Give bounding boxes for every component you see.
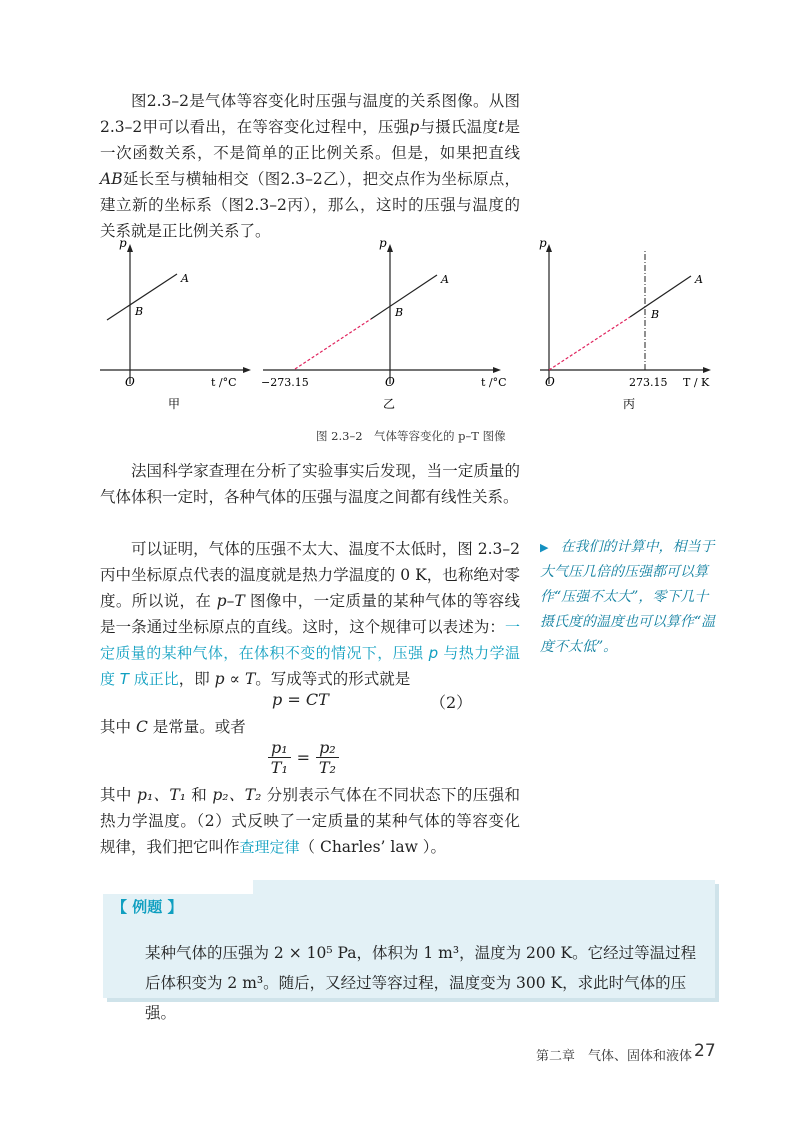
law-text-2: 与热力学温度 [100,644,520,688]
law-para-text-b: 和 [185,786,213,804]
intro-text-a: 图2.3–2是气体等容变化时压强与温度的关系图像。从图2.3–2甲可以看出，在等容变化过程中，压强 [100,92,520,136]
const-text-a: 其中 [100,718,136,736]
proof-text-b: 图像中，一定质量的某种气体的等容线是一条通过坐标原点的直线。这时，这个规律可以表述为： [100,592,520,636]
jia-origin: O [125,375,135,389]
paragraph-charles-law [100,782,520,860]
figure-panel-jia [95,236,255,416]
figure-panel-bing [525,236,715,416]
triangle-marker-icon: ▶ [540,541,549,554]
paragraph-proof [100,536,520,692]
frac-t2: T₂ [318,758,336,777]
paragraph-charles-finding [100,458,520,510]
constant-line [100,714,520,740]
chapter-footer: 第二章 气体、固体和液体 [536,1049,693,1064]
yi-origin: O [385,375,395,389]
equation-pct: p = CT [272,690,329,709]
yi-point-b: B [395,306,404,319]
jia-ylabel: p [119,236,127,250]
law-para-text-c: 分别表示气体在不同状态下的压强和热力学温度。（2）式反映了一定质量的某种气体的等容变化规律，我们把它叫作 [100,786,520,856]
equation-fraction [268,738,339,777]
figure-caption: 图 2.3–2 气体等容变化的 p–T 图像 [316,429,506,443]
yi-xlabel: t /°C [481,376,507,389]
proof-text-d: 。写成等式的形式就是 [255,670,411,688]
side-note-text: 在我们的计算中，相当于大气压几倍的压强都可以算作“压强不太大”，零下几十摄氏度的温度也可以算作“温度不太低”。 [540,539,716,655]
law-var-t: T [119,670,129,688]
intro-text-d: 延长至与横轴相交（图2.3–2乙），把交点作为坐标原点，建立新的坐标系（图2.3–2丙），那么，这时的压强与温度的关系就是正比例关系了。 [100,170,520,240]
jia-xlabel: t /°C [211,376,237,389]
law-text-1: 一定质量的某种气体，在体积不变的情况下，压强 [100,618,520,662]
law-var-p: p [428,644,439,662]
proof-text-c: ，即 [178,670,215,688]
law-para-vars2: p₂、T₂ [212,786,262,804]
bing-ylabel: p [539,236,547,250]
yi-point-a: A [441,273,449,286]
figure-panel-yi [255,236,510,416]
example-title: 【 例题 】 [112,898,183,916]
yi-intercept: −273.15 [261,376,309,389]
law-para-vars1: p₁、T₁ [137,786,186,804]
law-text-3: 成正比 [128,670,179,688]
bing-tick: 273.15 [629,376,668,389]
jia-sublabel: 甲 [168,397,181,411]
law-para-text-d: （ Charles’ law ）。 [299,838,447,856]
intro-var-p: p [409,118,420,136]
charles-law-term: 查理定律 [239,838,300,856]
proportional-formula: p ∝ T [214,670,256,688]
paragraph-charles-text: 法国科学家查理在分析了实验事实后发现，当一定质量的气体体积一定时，各种气体的压强与温度之间都有线性关系。 [100,462,520,506]
proof-text-a: 可以证明，气体的压强不太大、温度不太低时，图 2.3–2丙中坐标原点代表的温度就是热力学温度的 0 K，也称绝对零度。所以说，在 [100,540,520,610]
bing-point-b: B [651,308,660,321]
jia-point-b: B [135,305,144,318]
proof-var-pt: p–T [216,592,245,610]
yi-ylabel: p [379,236,387,250]
intro-paragraph [100,88,520,244]
const-text-b: 是常量。或者 [147,718,246,736]
bing-origin: O [545,375,555,389]
side-note [540,535,720,660]
intro-var-t: t [498,118,505,136]
const-var-c: C [135,718,148,736]
intro-var-ab: AB [100,170,123,188]
intro-text-c: 是一次函数关系，不是简单的正比例关系。但是，如果把直线 [100,118,520,162]
bing-sublabel: 丙 [623,397,636,411]
frac-p2: p₂ [316,738,339,758]
frac-t1: T₁ [270,758,288,777]
example-tab-notch [103,880,253,894]
equation-number: （2） [430,693,473,712]
yi-sublabel: 乙 [383,397,396,411]
jia-point-a: A [181,272,189,285]
law-para-text-a: 其中 [100,786,138,804]
bing-point-a: A [695,273,703,286]
bing-xlabel: T / K [683,376,710,389]
frac-p1: p₁ [268,738,291,758]
example-text: 某种气体的压强为 2 × 10⁵ Pa，体积为 1 m³，温度为 200 K。它经过等温过程后体积变为 2 m³。随后，又经过等容过程，温度变为 300 K，求此时气体的压强。 [145,944,697,1022]
page-number: 27 [694,1041,716,1061]
intro-text-b: 与摄氏温度 [419,118,499,136]
frac-equals: = [296,748,311,767]
